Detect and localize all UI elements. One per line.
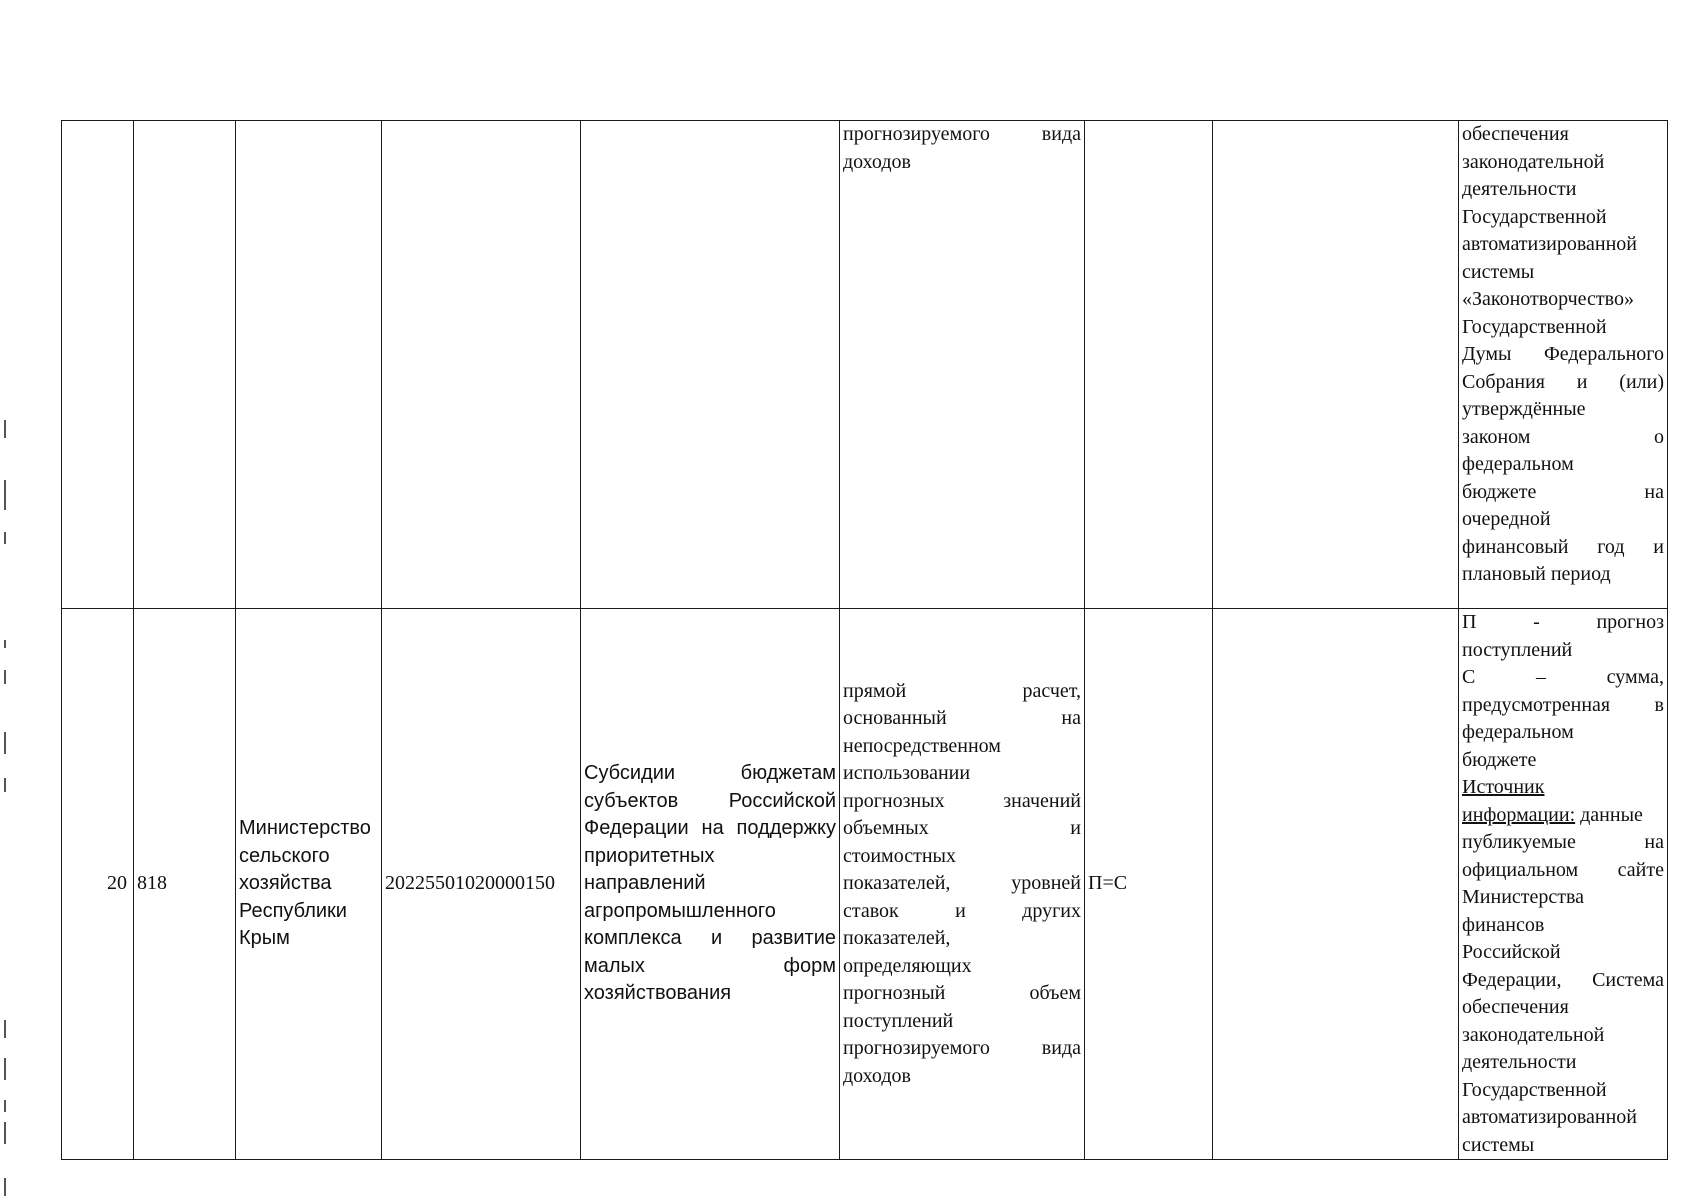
method-line: прогнозируемого вида [843,1037,1081,1060]
source-cell [1459,609,1668,1160]
source-line: автоматизированной [1462,233,1638,255]
source-line: Источник [1462,776,1545,798]
method-line: доходов [843,1064,911,1087]
formula-cell [1085,121,1213,609]
revenue-name-line: приоритетных [584,844,715,867]
method-line: прямой расчет, [843,679,1081,702]
source-line: Российской [1462,941,1561,963]
method-line: прогнозный объем [843,982,1081,1005]
revenue-name-line: малых форм [584,954,836,977]
source-line: публикуемые на [1462,831,1664,853]
source-line: обеспечения [1462,996,1569,1018]
source-line: утверждённые [1462,398,1586,420]
revenue-name-line: Федерации на поддержку [584,817,836,840]
revenue-name-line: комплекса и развитие [584,927,836,950]
source-info-text: данные [1575,803,1643,826]
method-line: показателей, [843,927,951,950]
source-line: законом о [1462,425,1664,448]
source-line: официальном сайте [1462,858,1664,881]
method-line: ставок и других [843,899,1081,922]
table-row [62,609,1668,1160]
method-line: непосредственном [843,734,1001,757]
method-line: показателей, уровней [843,872,1081,895]
algorithm-cell [1213,609,1459,1160]
source-line: системы [1462,1133,1535,1156]
source-line: Собрания и (или) [1462,370,1664,393]
source-line: поступлений [1462,638,1573,661]
table-row [62,121,1668,609]
source-line: С – сумма, [1462,666,1664,688]
source-line: законодательной [1462,150,1605,173]
revenue-name-line: хозяйствования [584,982,732,1005]
scan-edge-marks [0,0,14,1200]
source-line: деятельности [1462,1051,1577,1073]
revenue-forecast-table [61,120,1668,1160]
admin-name-line: Крым [239,927,290,950]
source-line: автоматизированной [1462,1106,1638,1128]
source-line: Государственной [1462,315,1607,338]
method-line: доходов [843,150,911,173]
source-line: системы [1462,260,1535,283]
source-line: плановый период [1462,563,1611,585]
revenue-name-cell [581,609,840,1160]
source-line: финансов [1462,913,1545,936]
source-line: деятельности [1462,178,1577,200]
admin-name-line: сельского [239,844,330,867]
method-cell [840,121,1085,609]
revenue-name-line: Субсидии бюджетам [584,762,836,785]
kbk-cell [382,121,581,609]
admin-name-line: Республики [239,899,347,922]
admin-name-cell [236,121,382,609]
source-line: Федерации, Система [1462,968,1664,991]
method-cell [840,609,1085,1160]
source-line: бюджете на [1462,480,1664,503]
method-line: определяющих [843,954,972,977]
source-line: федеральном [1462,453,1574,475]
source-line: бюджете [1462,748,1537,771]
row-number-cell [62,121,134,609]
method-line: прогнозных значений [843,789,1081,812]
source-line: «Законотворчество» [1462,288,1634,310]
revenue-name-line: направлений [584,872,706,895]
method-line: использовании [843,762,971,785]
revenue-name-cell [581,121,840,609]
row-number-cell: 20 [62,609,134,1160]
source-line: Думы Федерального [1462,343,1664,365]
revenue-name-line: субъектов Российской [584,789,836,812]
source-line: Государственной [1462,1078,1607,1101]
method-line: основанный на [843,707,1081,730]
algorithm-cell [1213,121,1459,609]
source-line: финансовый год и [1462,535,1664,558]
source-info-label: информации: [1462,803,1576,826]
source-cell [1459,121,1668,609]
source-line: Государственной [1462,205,1607,228]
revenue-name-line: агропромышленного [584,899,776,922]
kbk-cell: 20225501020000150 [382,609,581,1160]
formula-cell: П=С [1085,609,1213,1160]
admin-code-cell [134,121,236,609]
source-line: очередной [1462,508,1551,530]
method-line: объемных и [843,817,1081,840]
admin-name-line: хозяйства [239,872,332,895]
source-line [1462,802,1664,830]
source-line: обеспечения [1462,123,1569,145]
admin-code-cell: 818 [134,609,236,1160]
admin-name-cell [236,609,382,1160]
source-line: П - прогноз [1462,611,1664,633]
source-line: Министерства [1462,886,1585,908]
source-line: предусмотренная в [1462,693,1664,716]
source-line: законодательной [1462,1023,1605,1046]
source-line: федеральном [1462,721,1574,743]
method-line: поступлений [843,1009,954,1032]
method-line: стоимостных [843,844,956,867]
method-line: прогнозируемого вида [843,123,1081,145]
admin-name-line: Министерство [239,817,371,840]
